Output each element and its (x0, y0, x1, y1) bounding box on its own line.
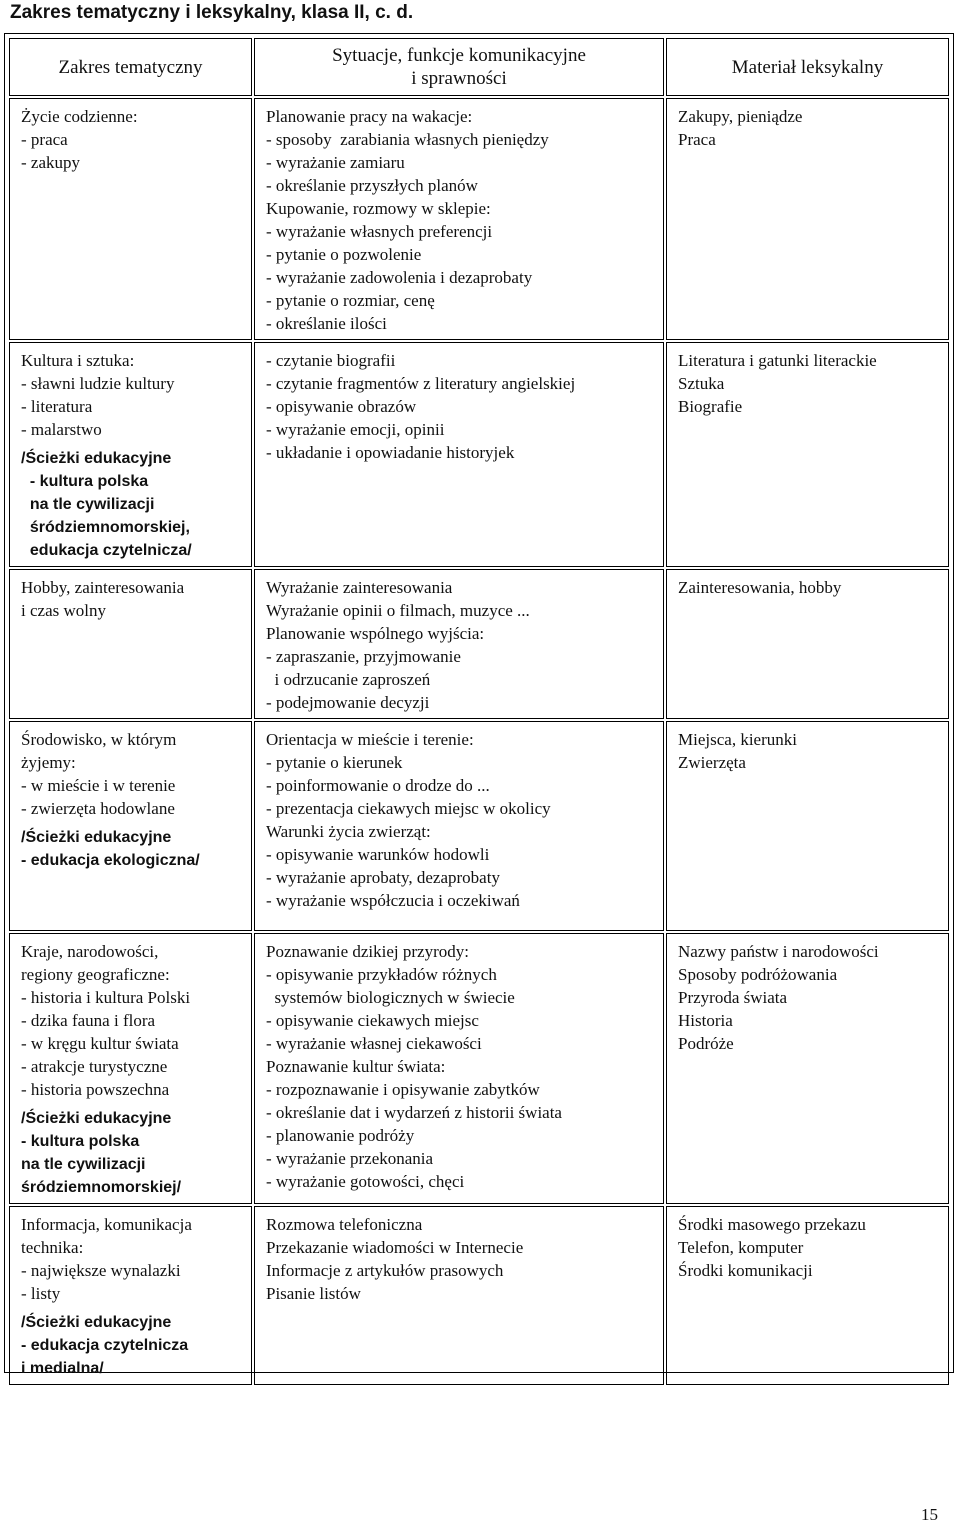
lexis-line: Podróże (678, 1034, 734, 1053)
education-path-line: śródziemnomorskiej/ (21, 1179, 182, 1196)
function-line: - opisywanie obrazów (266, 397, 417, 416)
education-path-line: - kultura polska (21, 1133, 140, 1150)
table-row (9, 342, 949, 567)
lexis-line: Przyroda świata (678, 988, 788, 1007)
function-line: - opisywanie przykładów różnych (266, 965, 497, 984)
topic-line: - malarstwo (21, 420, 102, 439)
topic-line: - historia i kultura Polski (21, 988, 191, 1007)
education-path-line: na tle cywilizacji (21, 496, 155, 513)
topic-cell (9, 933, 252, 1204)
education-path-line: - edukacja ekologiczna/ (21, 852, 200, 869)
topic-line: - zakupy (21, 153, 81, 172)
table-row (9, 721, 949, 931)
topic-line: Życie codzienne: (21, 107, 138, 126)
topic-cell (9, 721, 252, 931)
function-line: - prezentacja ciekawych miejsc w okolicy (266, 799, 551, 818)
function-line: Planowanie pracy na wakacje: (266, 107, 473, 126)
lexis-cell (666, 342, 949, 567)
topic-line: technika: (21, 1238, 84, 1257)
topic-cell (9, 342, 252, 567)
function-line: Rozmowa telefoniczna (266, 1215, 423, 1234)
topic-line: - dzika fauna i flora (21, 1011, 156, 1030)
function-line: Informacje z artykułów prasowych (266, 1261, 504, 1280)
function-line: - określanie przyszłych planów (266, 176, 478, 195)
education-path-note (21, 1311, 243, 1380)
functions-cell (254, 1206, 664, 1385)
education-path-note (21, 826, 243, 872)
topic-line: - atrakcje turystyczne (21, 1057, 168, 1076)
topic-line: - w mieście i w terenie (21, 776, 176, 795)
function-line: - sposoby zarabiania własnych pieniędzy (266, 130, 549, 149)
function-line: Wyrażanie zainteresowania (266, 578, 453, 597)
education-path-line: - edukacja czytelnicza (21, 1337, 189, 1354)
function-line: Orientacja w mieście i terenie: (266, 730, 474, 749)
function-line: Poznawanie dzikiej przyrody: (266, 942, 469, 961)
lexis-line: Miejsca, kierunki (678, 730, 797, 749)
function-line: - opisywanie warunków hodowli (266, 845, 490, 864)
curriculum-table (7, 36, 951, 1387)
functions-cell (254, 569, 664, 719)
education-path-line: /Ścieżki edukacyjne (21, 829, 172, 846)
function-line: - poinformowanie o drodze do ... (266, 776, 490, 795)
lexis-line: Literatura i gatunki literackie (678, 351, 877, 370)
topic-line: i czas wolny (21, 601, 106, 620)
function-line: - podejmowanie decyzji (266, 693, 430, 712)
function-line: - pytanie o pozwolenie (266, 245, 422, 264)
education-path-line: /Ścieżki edukacyjne (21, 450, 172, 467)
table-row (9, 1206, 949, 1385)
lexis-line: Sztuka (678, 374, 725, 393)
function-line: - wyrażanie własnej ciekawości (266, 1034, 482, 1053)
function-line: - wyrażanie przekonania (266, 1149, 434, 1168)
topic-line: Kultura i sztuka: (21, 351, 135, 370)
function-line: Planowanie wspólnego wyjścia: (266, 624, 485, 643)
header-functions: Sytuacje, funkcje komunikacyjne i sprawności (254, 38, 664, 96)
function-line: - czytanie fragmentów z literatury angielskiej (266, 374, 576, 393)
education-path-line: /Ścieżki edukacyjne (21, 1314, 172, 1331)
function-line: - wyrażanie współczucia i oczekiwań (266, 891, 520, 910)
lexis-line: Sposoby podróżowania (678, 965, 838, 984)
lexis-line: Środki masowego przekazu (678, 1215, 866, 1234)
topic-cell (9, 569, 252, 719)
topic-line: - sławni ludzie kultury (21, 374, 175, 393)
education-path-line: i medialna/ (21, 1360, 104, 1377)
topic-cell (9, 98, 252, 340)
function-line: - wyrażanie aprobaty, dezaprobaty (266, 868, 500, 887)
function-line: - wyrażanie emocji, opinii (266, 420, 445, 439)
topic-line: Hobby, zainteresowania (21, 578, 185, 597)
curriculum-table-frame (4, 33, 954, 1377)
functions-cell (254, 98, 664, 340)
topic-line: - zwierzęta hodowlane (21, 799, 175, 818)
function-line: - układanie i opowiadanie historyjek (266, 443, 515, 462)
document-title: Zakres tematyczny i leksykalny, klasa II, c. d. (10, 2, 414, 23)
function-line: - rozpoznawanie i opisywanie zabytków (266, 1080, 540, 1099)
topic-line: - historia powszechna (21, 1080, 170, 1099)
function-line: - czytanie biografii (266, 351, 396, 370)
function-line: Pisanie listów (266, 1284, 361, 1303)
function-line: - planowanie podróży (266, 1126, 415, 1145)
lexis-line: Historia (678, 1011, 733, 1030)
lexis-cell (666, 569, 949, 719)
education-path-line: na tle cywilizacji (21, 1156, 146, 1173)
topic-line: - praca (21, 130, 68, 149)
functions-cell (254, 342, 664, 567)
education-path-note (21, 1107, 243, 1199)
table-row (9, 98, 949, 340)
lexis-line: Zainteresowania, hobby (678, 578, 842, 597)
table-row (9, 569, 949, 719)
function-line: - wyrażanie zadowolenia i dezaprobaty (266, 268, 533, 287)
function-line: - wyrażanie gotowości, chęci (266, 1172, 465, 1191)
header-topic: Zakres tematyczny (9, 38, 252, 96)
lexis-line: Telefon, komputer (678, 1238, 804, 1257)
lexis-line: Biografie (678, 397, 743, 416)
topic-line: - literatura (21, 397, 93, 416)
lexis-line: Zwierzęta (678, 753, 746, 772)
page-number: 15 (921, 1505, 938, 1524)
function-line: - określanie dat i wydarzeń z historii świata (266, 1103, 562, 1122)
lexis-line: Nazwy państw i narodowości (678, 942, 879, 961)
function-line: systemów biologicznych w świecie (266, 988, 515, 1007)
functions-cell (254, 933, 664, 1204)
topic-line: regiony geograficzne: (21, 965, 170, 984)
lexis-cell (666, 721, 949, 931)
lexis-line: Środki komunikacji (678, 1261, 813, 1280)
topic-line: - największe wynalazki (21, 1261, 181, 1280)
function-line: - określanie ilości (266, 314, 387, 333)
education-path-line: edukacja czytelnicza/ (21, 542, 192, 559)
function-line: Poznawanie kultur świata: (266, 1057, 446, 1076)
topic-line: żyjemy: (21, 753, 76, 772)
function-line: - pytanie o rozmiar, cenę (266, 291, 435, 310)
topic-line: - listy (21, 1284, 61, 1303)
lexis-cell (666, 1206, 949, 1385)
function-line: Warunki życia zwierząt: (266, 822, 431, 841)
function-line: Przekazanie wiadomości w Internecie (266, 1238, 524, 1257)
lexis-line: Praca (678, 130, 716, 149)
education-path-line: /Ścieżki edukacyjne (21, 1110, 172, 1127)
topic-line: - w kręgu kultur świata (21, 1034, 179, 1053)
topic-line: Informacja, komunikacja (21, 1215, 192, 1234)
lexis-line: Zakupy, pieniądze (678, 107, 803, 126)
topic-cell (9, 1206, 252, 1385)
function-line: - wyrażanie zamiaru (266, 153, 405, 172)
header-row (9, 38, 949, 96)
education-path-line: - kultura polska (21, 473, 149, 490)
topic-line: Środowisko, w którym (21, 730, 177, 749)
header-lexis: Materiał leksykalny (666, 38, 949, 96)
function-line: Kupowanie, rozmowy w sklepie: (266, 199, 491, 218)
lexis-cell (666, 933, 949, 1204)
functions-cell (254, 721, 664, 931)
lexis-cell (666, 98, 949, 340)
function-line: - wyrażanie własnych preferencji (266, 222, 493, 241)
function-line: i odrzucanie zaproszeń (266, 670, 431, 689)
table-row (9, 933, 949, 1204)
function-line: Wyrażanie opinii o filmach, muzyce ... (266, 601, 530, 620)
function-line: - pytanie o kierunek (266, 753, 403, 772)
function-line: - zapraszanie, przyjmowanie (266, 647, 461, 666)
education-path-note (21, 447, 243, 562)
function-line: - opisywanie ciekawych miejsc (266, 1011, 479, 1030)
table-body (9, 98, 949, 1385)
topic-line: Kraje, narodowości, (21, 942, 159, 961)
education-path-line: śródziemnomorskiej, (21, 519, 190, 536)
